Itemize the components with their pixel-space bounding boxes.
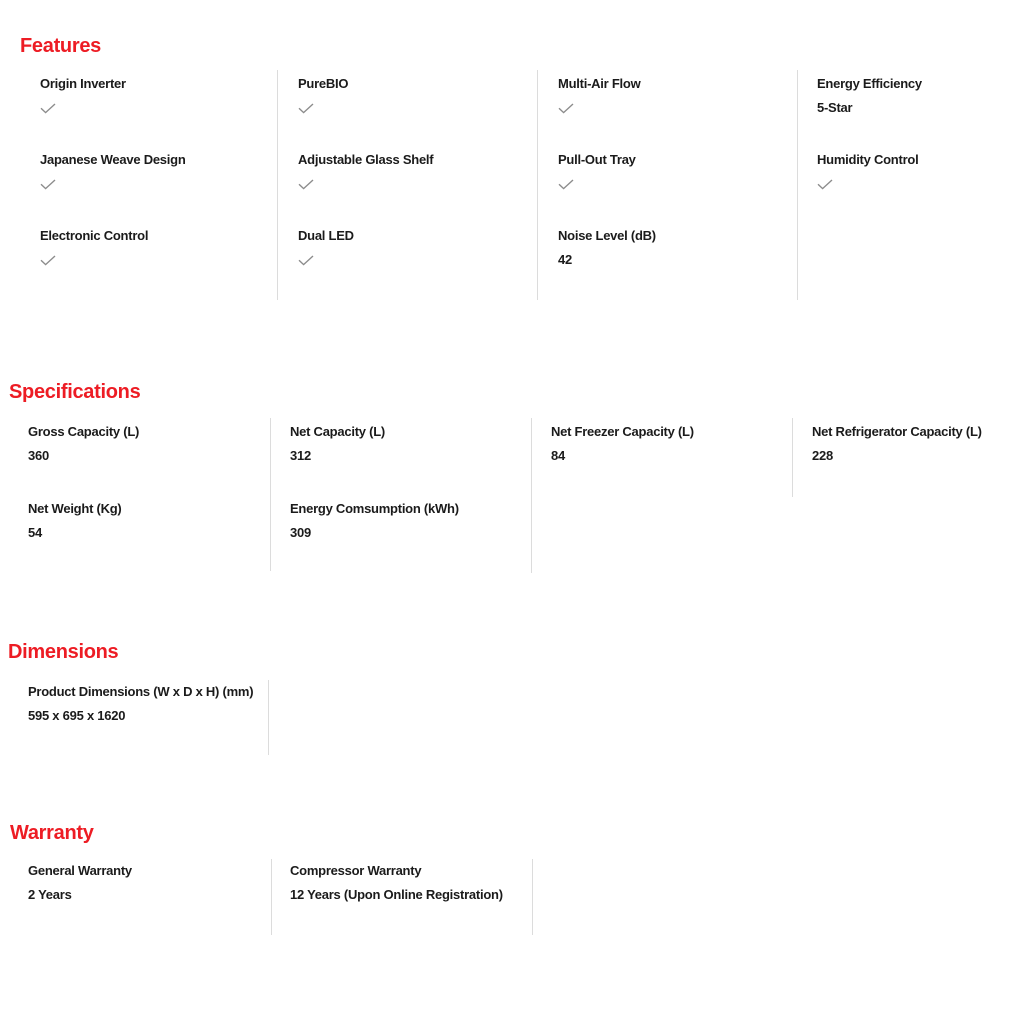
check-icon [298,177,536,189]
feature-item-purebio [298,76,536,113]
feature-label: Noise Level (dB) [558,228,656,243]
spec-label: Product Dimensions (W x D x H) (mm) [28,684,254,699]
feature-item-origin-inverter [40,76,278,113]
spec-value: 2 Years [28,887,72,902]
spec-label: Energy Comsumption (kWh) [290,501,459,516]
feature-label: Energy Efficiency [817,76,922,91]
column-divider [268,680,269,755]
spec-item-general-warranty [28,863,266,902]
check-icon [40,177,278,189]
check-icon [298,101,536,113]
spec-item-net-weight [28,501,266,540]
column-divider [531,418,532,573]
spec-item-net-freezer-capacity [551,424,789,463]
feature-label: Adjustable Glass Shelf [298,152,434,167]
spec-label: Gross Capacity (L) [28,424,140,439]
spec-label: Net Freezer Capacity (L) [551,424,694,439]
column-divider [270,418,271,571]
spec-value: 309 [290,525,311,540]
feature-label: Humidity Control [817,152,919,167]
check-icon [558,101,796,113]
feature-item-japanese-weave-design [40,152,278,189]
check-icon [817,177,1024,189]
spec-label: Net Weight (Kg) [28,501,122,516]
feature-item-electronic-control [40,228,278,265]
column-divider [277,70,278,300]
column-divider [532,859,533,935]
spec-item-product-dimensions [28,684,266,723]
feature-item-dual-led [298,228,536,265]
feature-item-adjustable-glass-shelf [298,152,536,189]
feature-label: Origin Inverter [40,76,126,91]
feature-label: Dual LED [298,228,354,243]
spec-value: 54 [28,525,42,540]
feature-item-energy-efficiency [817,76,1024,115]
feature-label: PureBIO [298,76,349,91]
feature-label: Pull-Out Tray [558,152,636,167]
spec-value: 12 Years (Upon Online Registration) [290,887,503,902]
section-title-specifications: Specifications [9,380,141,403]
feature-label: Electronic Control [40,228,149,243]
column-divider [537,70,538,300]
feature-label: Japanese Weave Design [40,152,186,167]
section-title-dimensions: Dimensions [8,640,119,663]
column-divider [797,70,798,300]
feature-label: Multi-Air Flow [558,76,641,91]
section-title-features: Features [20,34,101,57]
check-icon [558,177,796,189]
spec-label: Compressor Warranty [290,863,422,878]
feature-item-humidity-control [817,152,1024,189]
spec-label: Net Capacity (L) [290,424,385,439]
spec-value: 360 [28,448,49,463]
spec-value: 312 [290,448,311,463]
spec-item-net-refrigerator-capacity [812,424,1024,463]
column-divider [271,859,272,935]
spec-value: 595 x 695 x 1620 [28,708,126,723]
spec-value: 228 [812,448,833,463]
section-title-warranty: Warranty [10,821,94,844]
feature-item-noise-level [558,228,796,267]
column-divider [792,418,793,497]
check-icon [40,253,278,265]
check-icon [298,253,536,265]
feature-value: 42 [558,252,572,267]
spec-item-net-capacity [290,424,528,463]
spec-value: 84 [551,448,565,463]
feature-item-multi-air-flow [558,76,796,113]
spec-label: Net Refrigerator Capacity (L) [812,424,982,439]
spec-item-gross-capacity [28,424,266,463]
spec-label: General Warranty [28,863,132,878]
spec-item-compressor-warranty [290,863,528,902]
feature-value: 5-Star [817,100,853,115]
check-icon [40,101,278,113]
feature-item-pull-out-tray [558,152,796,189]
spec-item-energy-consumption [290,501,528,540]
